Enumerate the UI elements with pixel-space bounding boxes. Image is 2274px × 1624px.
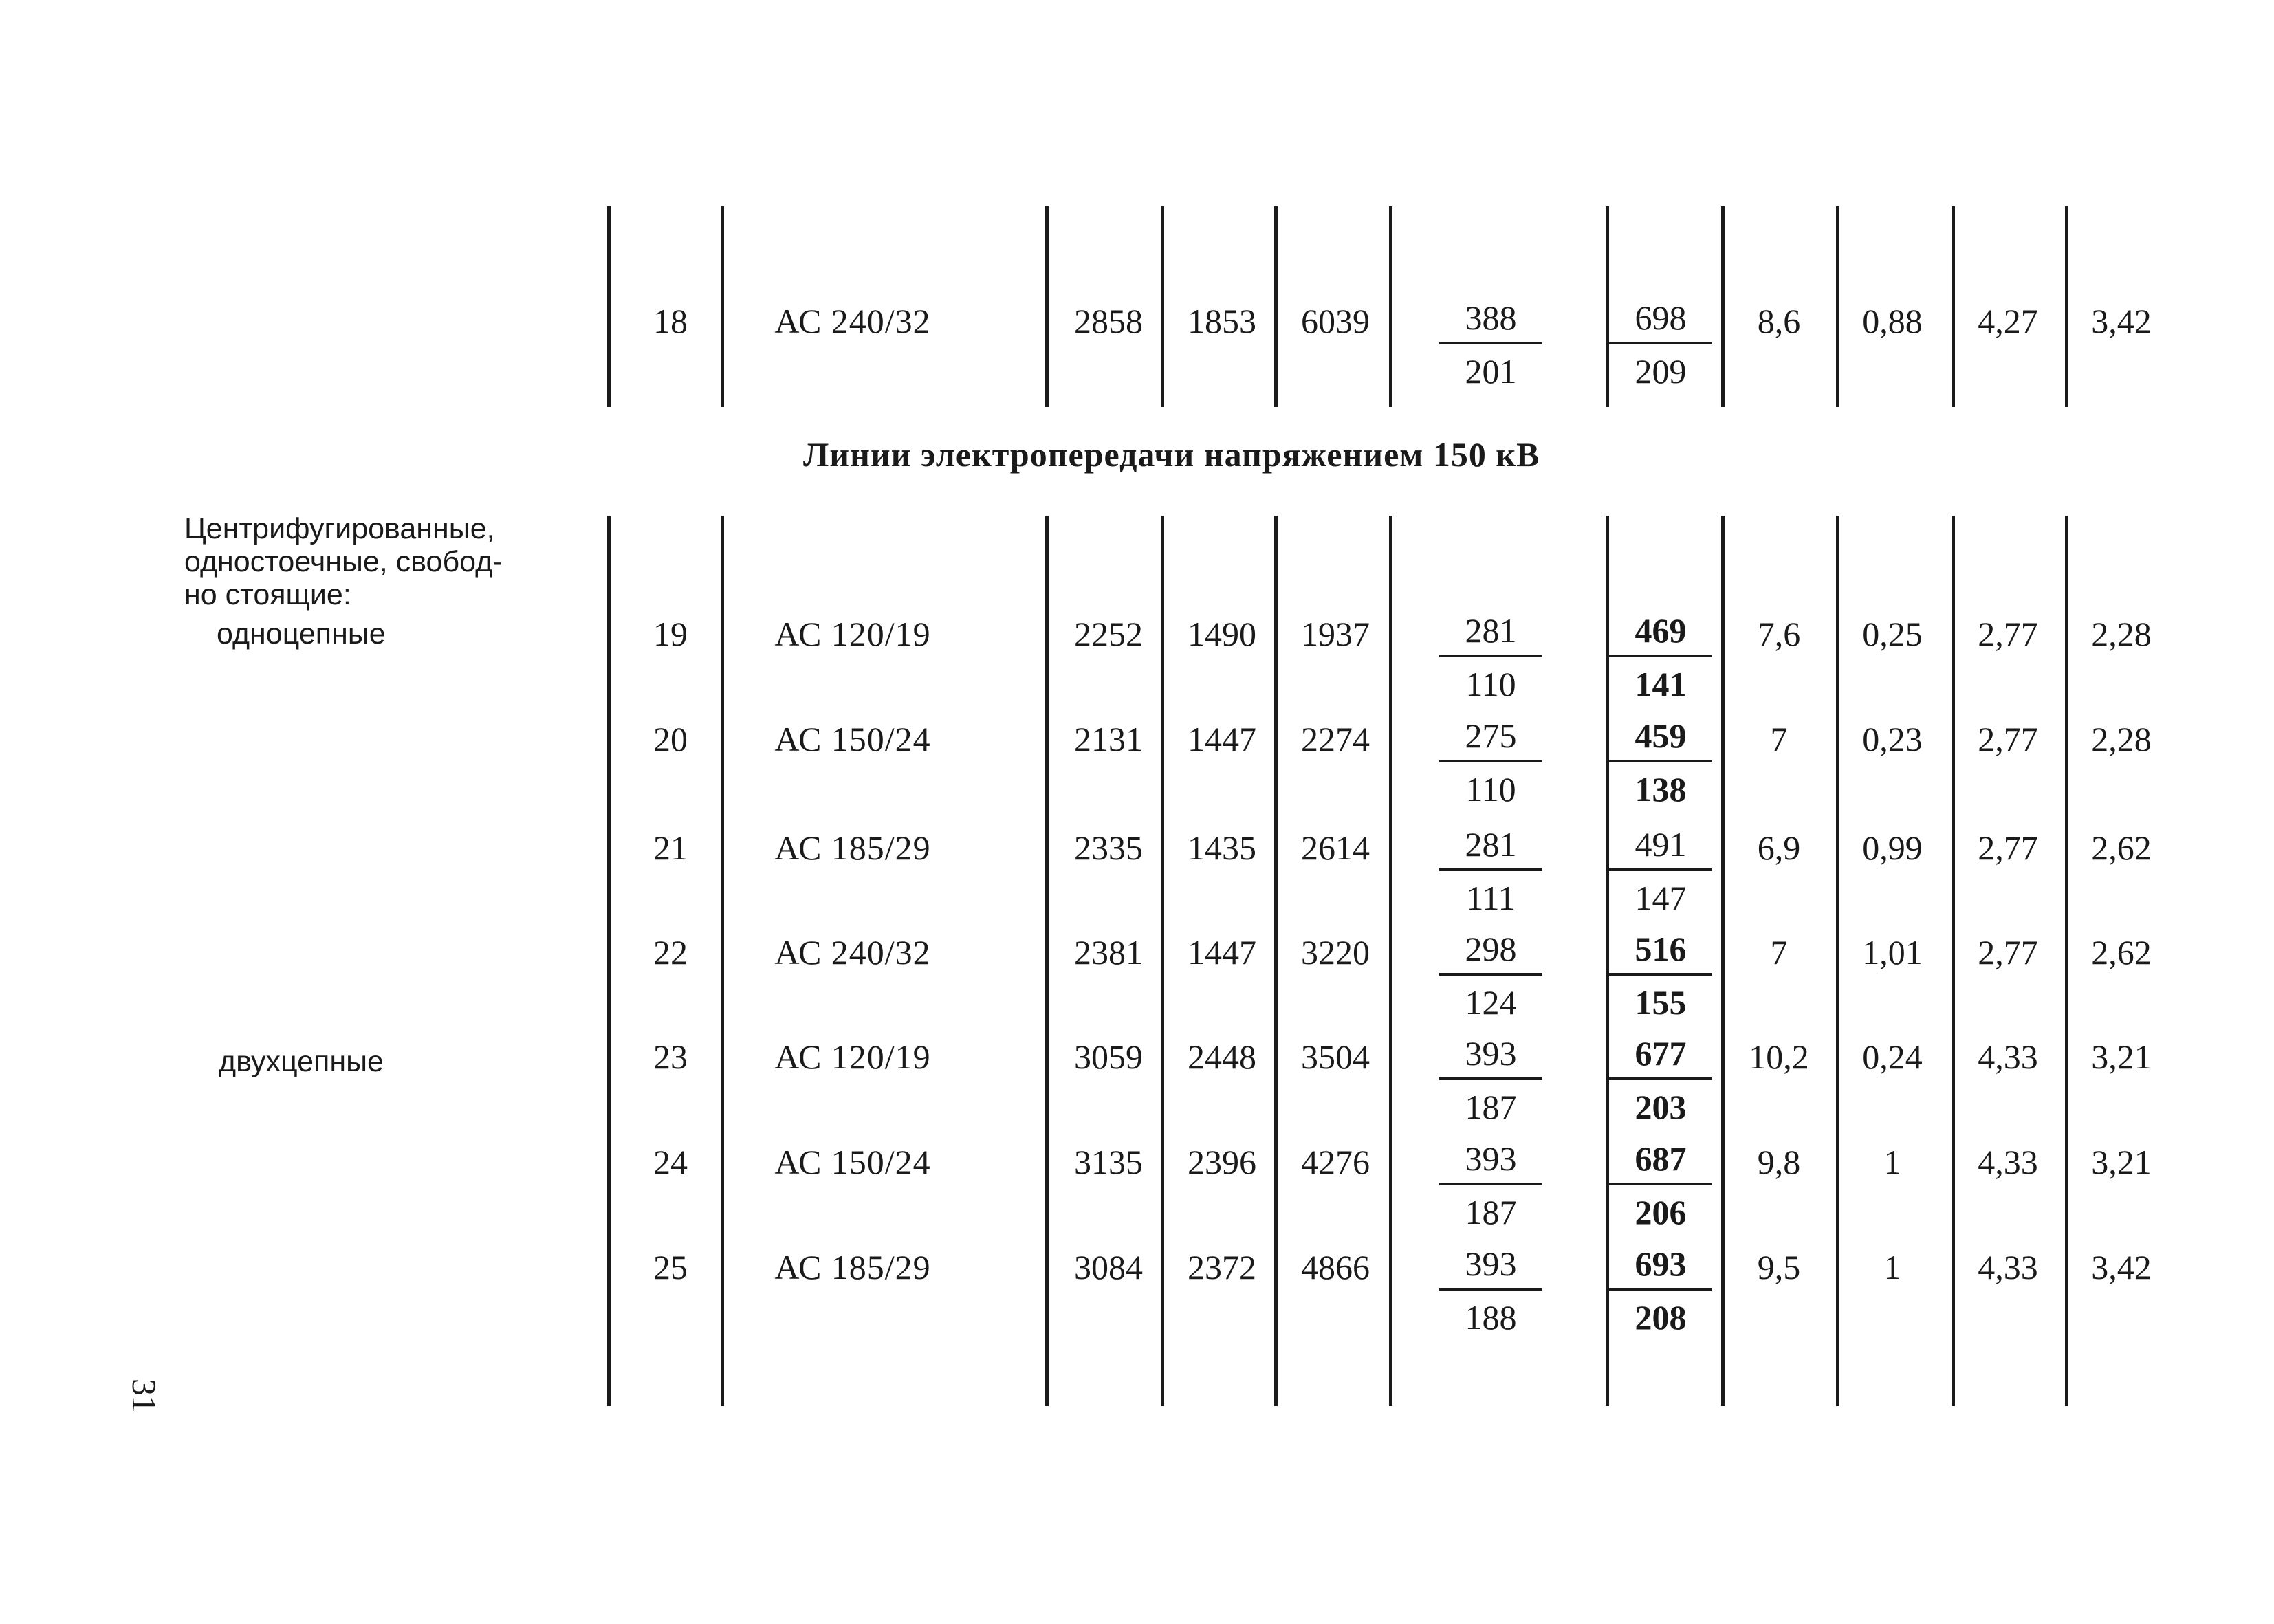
wire-grade: АС 240/32 <box>774 302 931 340</box>
table-cell: 1 <box>1883 1143 1901 1181</box>
fraction-cell-numerator: 275 <box>1439 718 1542 762</box>
row-number: 18 <box>653 302 688 340</box>
table-vertical-rule <box>2065 206 2068 407</box>
fraction-cell <box>1609 1244 1712 1337</box>
table-cell: 10,2 <box>1749 1038 1809 1076</box>
support-type-line: Центрифугированные, <box>184 512 495 545</box>
table-vertical-rule <box>1161 516 1164 1406</box>
table-cell: 0,88 <box>1862 302 1923 340</box>
fraction-cell-denominator: 110 <box>1465 665 1516 703</box>
table-cell: 3504 <box>1301 1038 1370 1076</box>
table-vertical-rule <box>1952 516 1955 1406</box>
fraction-cell-numerator: 698 <box>1609 300 1712 344</box>
table-vertical-rule <box>1836 516 1839 1406</box>
fraction-cell-numerator: 693 <box>1609 1247 1712 1291</box>
table-vertical-rule <box>1721 516 1725 1406</box>
wire-grade: АС 240/32 <box>774 933 931 972</box>
table-cell: 3,42 <box>2091 1248 2152 1286</box>
fraction-cell-numerator: 298 <box>1439 932 1542 976</box>
support-type-line: одностоечные, свобод- <box>184 545 503 578</box>
table-cell: 2335 <box>1074 829 1143 867</box>
table-cell: 2,62 <box>2091 829 2152 867</box>
fraction-cell-denominator: 206 <box>1635 1193 1687 1231</box>
table-cell: 4,33 <box>1978 1038 2038 1076</box>
row-number: 21 <box>653 829 688 867</box>
table-cell: 0,24 <box>1862 1038 1923 1076</box>
table-cell: 4,33 <box>1978 1143 2038 1181</box>
table-vertical-rule <box>1952 206 1955 407</box>
table-cell: 9,8 <box>1757 1143 1801 1181</box>
table-cell: 7 <box>1770 933 1788 972</box>
table-cell: 1490 <box>1188 615 1256 653</box>
fraction-cell-denominator: 201 <box>1465 352 1517 391</box>
fraction-cell-denominator: 138 <box>1635 770 1687 809</box>
table-cell: 2448 <box>1188 1038 1256 1076</box>
fraction-cell-denominator: 111 <box>1466 879 1516 917</box>
table-cell: 6,9 <box>1757 829 1801 867</box>
fraction-cell-numerator: 491 <box>1609 827 1712 871</box>
table-vertical-rule <box>1721 206 1725 407</box>
double-circuit-label: двухцепные <box>219 1045 384 1078</box>
support-type-line: но стоящие: <box>184 578 351 611</box>
fraction-cell <box>1609 613 1712 701</box>
fraction-cell-denominator: 203 <box>1635 1088 1687 1126</box>
table-cell: 2,77 <box>1978 829 2038 867</box>
table-cell: 6039 <box>1301 302 1370 340</box>
table-vertical-rule <box>1161 206 1164 407</box>
table-cell: 1447 <box>1188 933 1256 972</box>
fraction-cell-numerator: 459 <box>1609 718 1712 762</box>
fraction-cell <box>1609 298 1712 391</box>
fraction-cell-numerator: 469 <box>1609 613 1712 657</box>
fraction-cell-denominator: 208 <box>1635 1298 1687 1337</box>
table-cell: 0,25 <box>1862 615 1923 653</box>
fraction-cell-numerator: 677 <box>1609 1036 1712 1080</box>
table-vertical-rule <box>1045 516 1049 1406</box>
fraction-cell-denominator: 124 <box>1465 983 1517 1022</box>
fraction-cell <box>1439 298 1542 391</box>
fraction-cell <box>1439 827 1542 915</box>
fraction-cell <box>1609 1036 1712 1124</box>
table-cell: 2372 <box>1188 1248 1256 1286</box>
table-vertical-rule <box>721 206 724 407</box>
row-number: 23 <box>653 1038 688 1076</box>
fraction-cell-numerator: 281 <box>1439 613 1542 657</box>
fraction-cell <box>1439 613 1542 701</box>
fraction-cell-denominator: 187 <box>1465 1193 1517 1231</box>
table-cell: 8,6 <box>1757 302 1801 340</box>
support-type-label <box>184 512 502 611</box>
fraction-cell <box>1609 716 1712 809</box>
wire-grade: АС 120/19 <box>774 615 931 653</box>
fraction-cell-denominator: 187 <box>1465 1088 1517 1126</box>
fraction-cell <box>1439 1036 1542 1124</box>
table-cell: 3,21 <box>2091 1143 2152 1181</box>
table-cell: 2131 <box>1074 720 1143 758</box>
table-cell: 2381 <box>1074 933 1143 972</box>
fraction-cell <box>1609 1141 1712 1229</box>
table-cell: 1 <box>1883 1248 1901 1286</box>
table-cell: 4,33 <box>1978 1248 2038 1286</box>
table-vertical-rule <box>2065 516 2068 1406</box>
wire-grade: АС 185/29 <box>774 829 931 867</box>
table-vertical-rule <box>1274 516 1278 1406</box>
fraction-cell-numerator: 393 <box>1439 1036 1542 1080</box>
table-cell: 3084 <box>1074 1248 1143 1286</box>
row-number: 24 <box>653 1143 688 1181</box>
fraction-cell-denominator: 188 <box>1465 1298 1517 1337</box>
fraction-cell-numerator: 393 <box>1439 1141 1542 1185</box>
table-vertical-rule <box>1836 206 1839 407</box>
fraction-cell <box>1439 1244 1542 1337</box>
fraction-cell-numerator: 388 <box>1439 300 1542 344</box>
table-cell: 4866 <box>1301 1248 1370 1286</box>
table-vertical-rule <box>1389 516 1392 1406</box>
fraction-cell <box>1439 716 1542 809</box>
table-cell: 0,23 <box>1862 720 1923 758</box>
table-cell: 3220 <box>1301 933 1370 972</box>
table-cell: 3059 <box>1074 1038 1143 1076</box>
table-cell: 1853 <box>1188 302 1256 340</box>
table-cell: 2,28 <box>2091 720 2152 758</box>
table-cell: 2,77 <box>1978 933 2038 972</box>
single-circuit-label: одноцепные <box>217 617 386 650</box>
fraction-cell-numerator: 393 <box>1439 1247 1542 1291</box>
table-cell: 3135 <box>1074 1143 1143 1181</box>
table-cell: 1447 <box>1188 720 1256 758</box>
table-cell: 4,27 <box>1978 302 2038 340</box>
fraction-cell-numerator: 516 <box>1609 932 1712 976</box>
row-number: 22 <box>653 933 688 972</box>
section-title: Линии электропередачи напряжением 150 кВ <box>803 435 1540 474</box>
table-cell: 3,21 <box>2091 1038 2152 1076</box>
fraction-cell-denominator: 110 <box>1465 770 1516 809</box>
row-number: 19 <box>653 615 688 653</box>
table-cell: 2,62 <box>2091 933 2152 972</box>
wire-grade: АС 120/19 <box>774 1038 931 1076</box>
fraction-cell <box>1609 827 1712 915</box>
table-cell: 1937 <box>1301 615 1370 653</box>
fraction-cell-denominator: 147 <box>1635 879 1687 917</box>
table-vertical-rule <box>1389 206 1392 407</box>
table-cell: 2,77 <box>1978 720 2038 758</box>
table-vertical-rule <box>721 516 724 1406</box>
table-cell: 2274 <box>1301 720 1370 758</box>
row-number: 20 <box>653 720 688 758</box>
table-cell: 1,01 <box>1862 933 1923 972</box>
table-cell: 7,6 <box>1757 615 1801 653</box>
fraction-cell-denominator: 209 <box>1635 352 1687 391</box>
row-number: 25 <box>653 1248 688 1286</box>
page-number: 31 <box>125 1379 164 1413</box>
table-cell: 2,77 <box>1978 615 2038 653</box>
table-cell: 4276 <box>1301 1143 1370 1181</box>
table-cell: 9,5 <box>1757 1248 1801 1286</box>
table-cell: 2858 <box>1074 302 1143 340</box>
table-vertical-rule <box>1045 206 1049 407</box>
fraction-cell <box>1439 1141 1542 1229</box>
table-vertical-rule <box>607 206 611 407</box>
table-cell: 7 <box>1770 720 1788 758</box>
table-cell: 2614 <box>1301 829 1370 867</box>
fraction-cell-denominator: 141 <box>1635 665 1687 703</box>
table-cell: 2,28 <box>2091 615 2152 653</box>
fraction-cell <box>1609 932 1712 1020</box>
table-vertical-rule <box>607 516 611 1406</box>
fraction-cell-numerator: 687 <box>1609 1141 1712 1185</box>
fraction-cell-denominator: 155 <box>1635 983 1687 1022</box>
wire-grade: АС 150/24 <box>774 720 931 758</box>
wire-grade: АС 150/24 <box>774 1143 931 1181</box>
fraction-cell <box>1439 932 1542 1020</box>
fraction-cell-numerator: 281 <box>1439 827 1542 871</box>
table-cell: 0,99 <box>1862 829 1923 867</box>
table-vertical-rule <box>1274 206 1278 407</box>
wire-grade: АС 185/29 <box>774 1248 931 1286</box>
table-cell: 2396 <box>1188 1143 1256 1181</box>
table-cell: 1435 <box>1188 829 1256 867</box>
table-cell: 3,42 <box>2091 302 2152 340</box>
table-cell: 2252 <box>1074 615 1143 653</box>
